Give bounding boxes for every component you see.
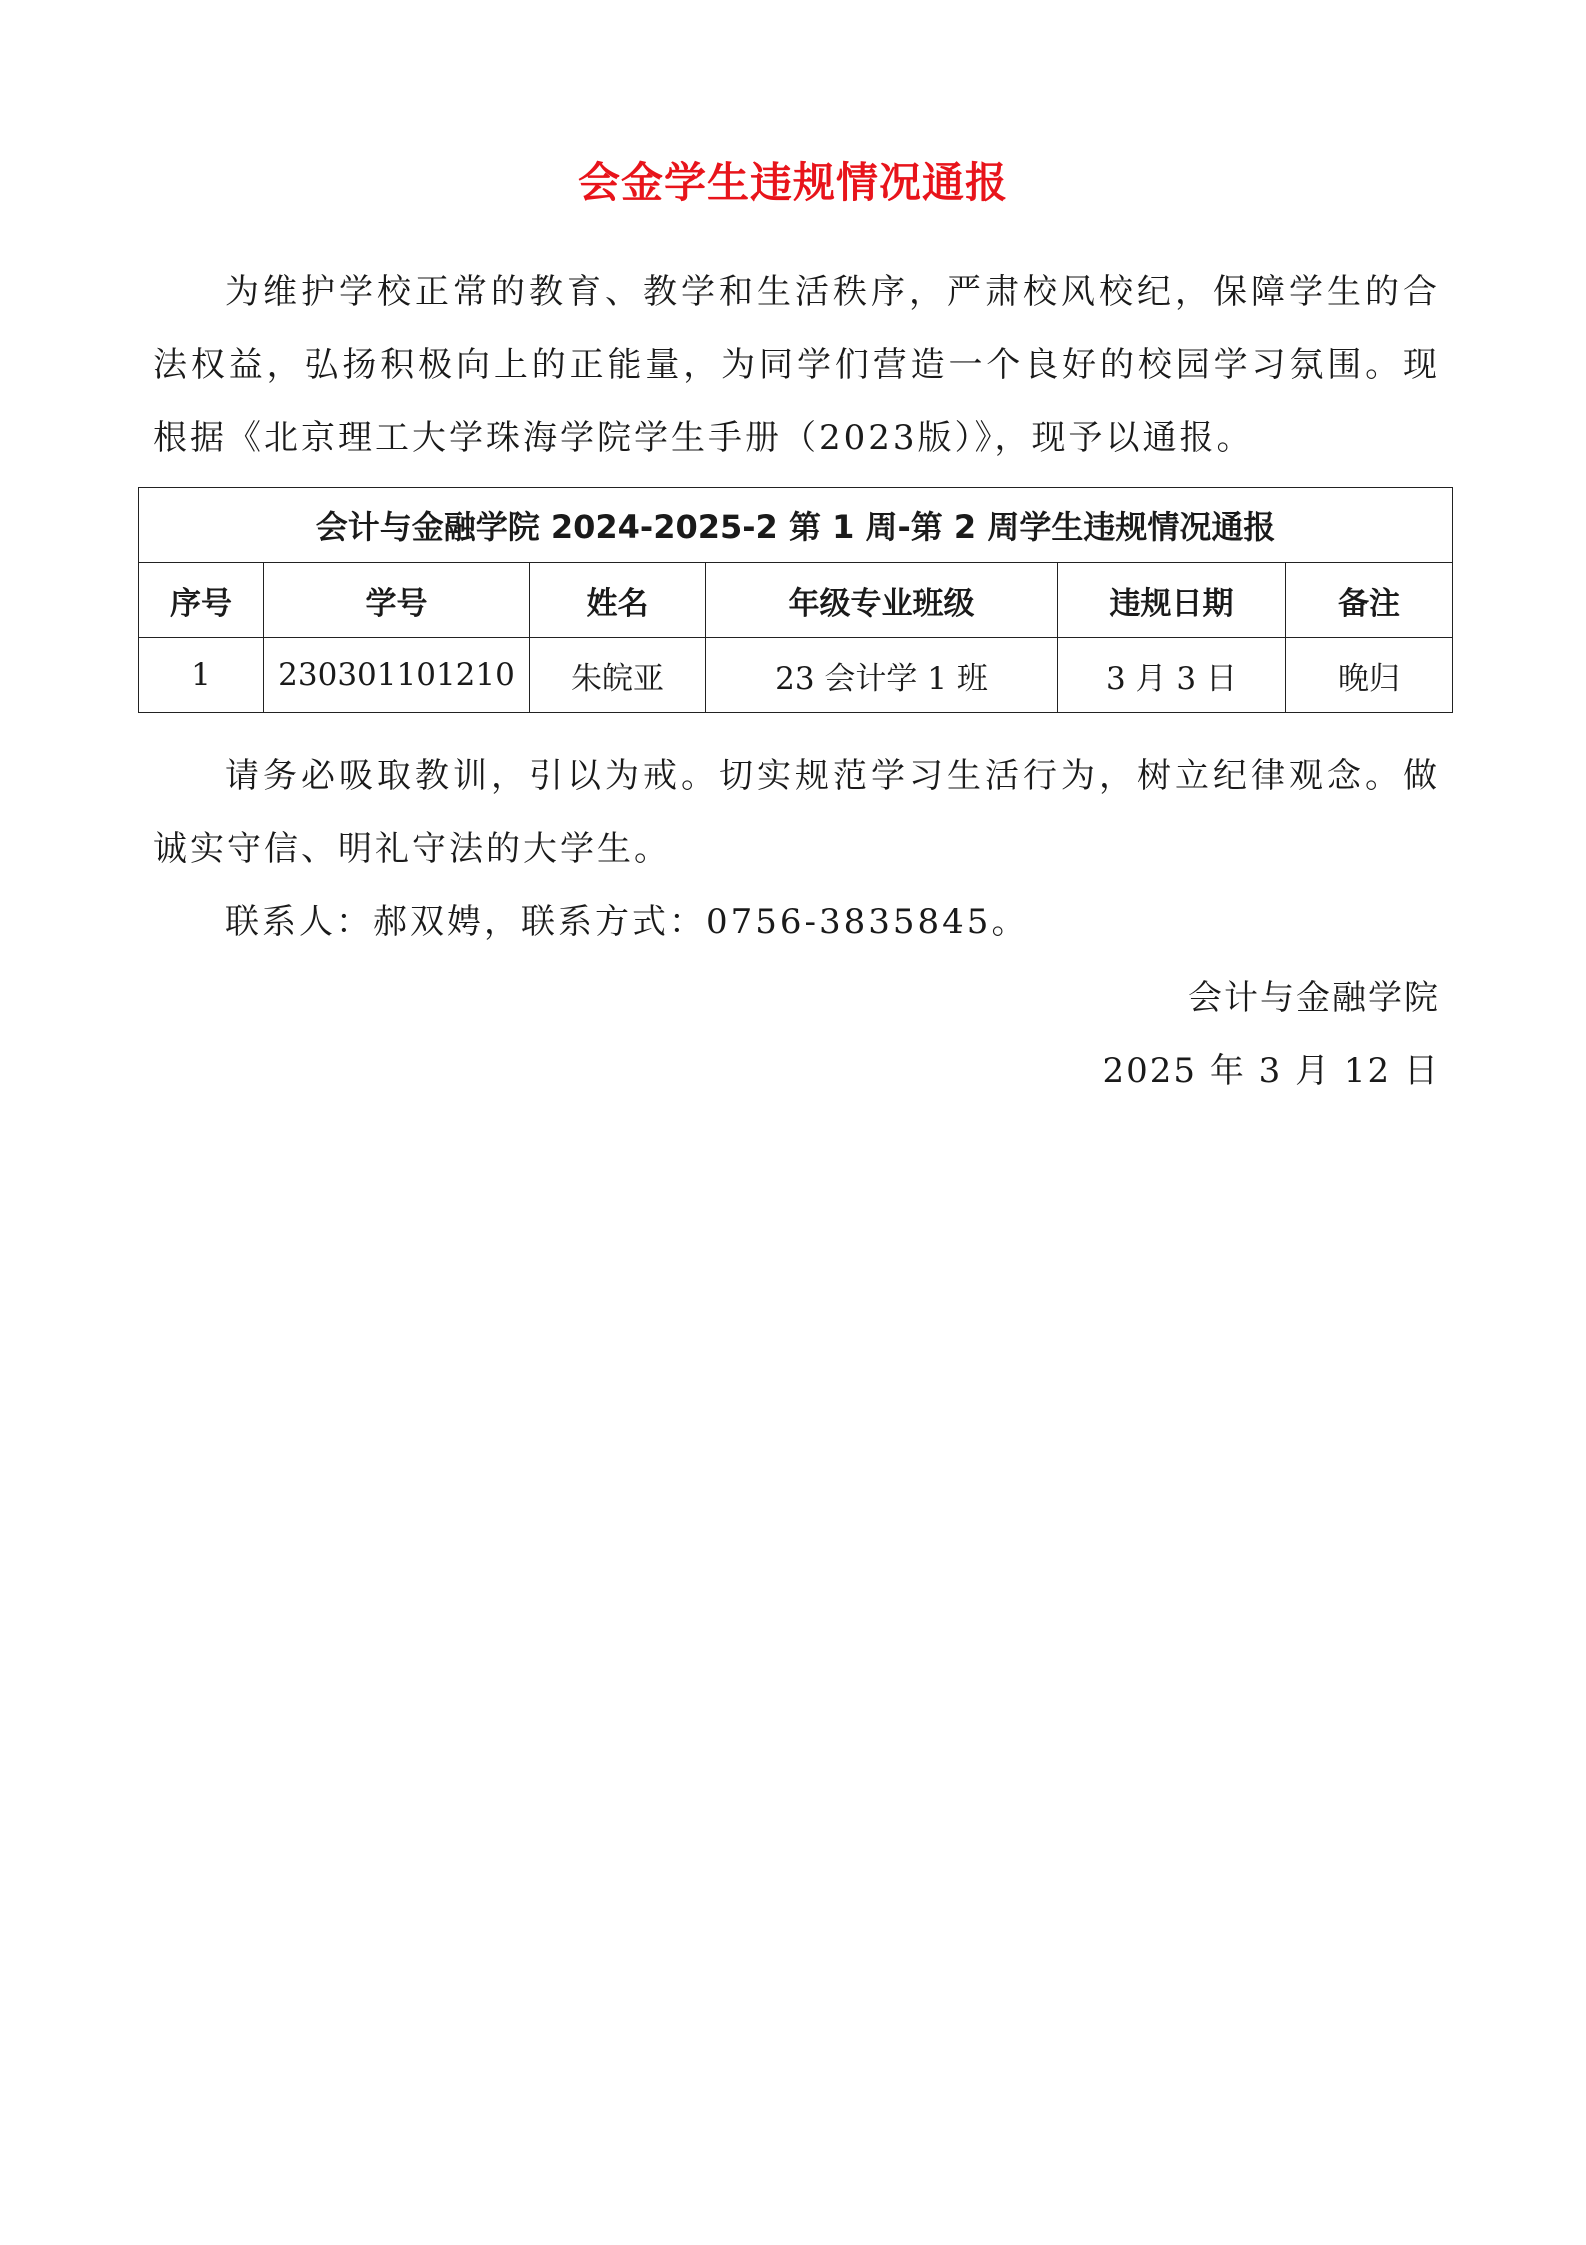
violation-table [138, 487, 1453, 713]
cell-remarks: 晚归 [1286, 638, 1453, 713]
header-class: 年级专业班级 [706, 563, 1058, 638]
table-caption: 会计与金融学院 2024-2025-2 第 1 周-第 2 周学生违规情况通报 [139, 488, 1453, 563]
header-violation-date: 违规日期 [1058, 563, 1286, 638]
cell-index: 1 [139, 638, 264, 713]
header-remarks: 备注 [1286, 563, 1453, 638]
warning-paragraph: 请务必吸取教训，引以为戒。切实规范学习生活行为，树立纪律观念。做诚实守信、明礼守法的大学生。 [153, 756, 1440, 869]
cell-class: 23 会计学 1 班 [706, 638, 1058, 713]
cell-violation-date: 3 月 3 日 [1058, 638, 1286, 713]
header-student-id: 学号 [264, 563, 530, 638]
table-header-row [139, 563, 1453, 638]
table-caption-row [139, 488, 1453, 563]
cell-student-id: 230301101210 [264, 638, 530, 713]
cell-name: 朱皖亚 [530, 638, 706, 713]
document-title: 会金学生违规情况通报 [577, 158, 1008, 207]
signature-date: 2025 年 3 月 12 日 [1102, 1051, 1440, 1091]
header-index: 序号 [139, 563, 264, 638]
header-name: 姓名 [530, 563, 706, 638]
signature-block [1103, 962, 1440, 1108]
signature-org: 会计与金融学院 [1188, 978, 1440, 1018]
table-row [139, 638, 1453, 713]
intro-paragraph: 为维护学校正常的教育、教学和生活秩序，严肃校风校纪，保障学生的合法权益，弘扬积极向上的正能量，为同学们营造一个良好的校园学习氛围。现根据《北京理工大学珠海学院学生手册（2023版）》，现予以通报。 [153, 272, 1440, 458]
contact-line: 联系人：郝双娉，联系方式：0756-3835845。 [225, 902, 1029, 942]
